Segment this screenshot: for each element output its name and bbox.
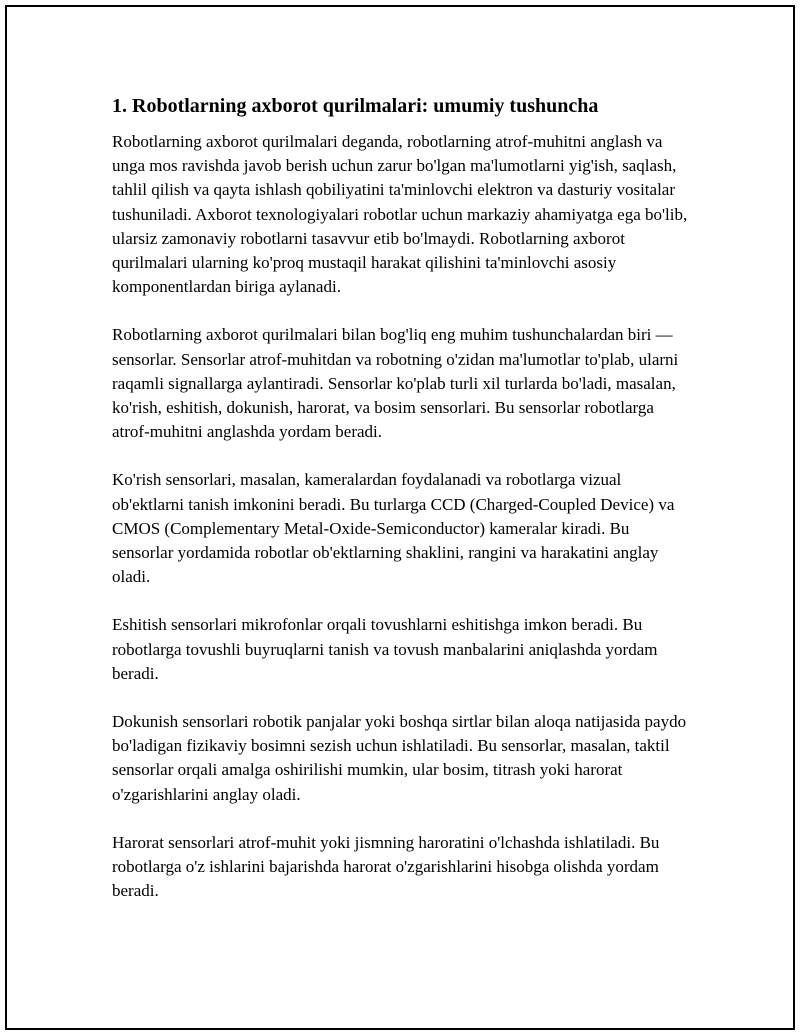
paragraph-touch-sensors: Dokunish sensorlari robotik panjalar yoki boshqa sirtlar bilan aloqa natijasida paydo bo'ladigan fizikaviy bosimni sezish uchun ishlatiladi. Bu sensorlar, masalan, taktil sensorlar orqali amalga oshirilishi mumkin, ular bosim, titrash yoki harorat o'zgarishlarini anglay oladi. [112, 712, 687, 804]
paragraph-definition: Robotlarning axborot qurilmalari deganda, robotlarning atrof-muhitni anglash va unga mos ravishda javob berish uchun zarur bo'lgan ma'lumotlarni yig'ish, saqlash, tahlil qilish va qayta ishlash qobiliyatini ta'minlovchi elektron va dasturiy vositalar tushuniladi. Axborot texnologiyalari robotlar uchun markaziy ahamiyatga ega bo'lib, ularsiz zamonaviy robotlarni tasavvur etib bo'lmaydi. Robotlarning axborot qurilmalari ularning ko'proq mustaqil harakat qilishini ta'minlovchi asosiy komponentlardan biriga aylanadi. [112, 132, 688, 297]
paragraph-sensors: Robotlarning axborot qurilmalari bilan bog'liq eng muhim tushunchalardan biri — sensorlar. Sensorlar atrof-muhitdan va robotning o'zidan ma'lumotlar to'plab, ularni raqamli signallarga aylantiradi. Sensorlar ko'plab turli xil turlarda bo'ladi, masalan, ko'rish, eshitish, dokunish, harorat, va bosim sensorlari. Bu sensorlar robotlarga atrof-muhitni anglashda yordam beradi. [112, 325, 679, 442]
paragraph-hearing-sensors: Eshitish sensorlari mikrofonlar orqali tovushlarni eshitishga imkon beradi. Bu robotlarga tovushli buyruqlarni tanish va tovush manbalarini aniqlashda yordam beradi. [112, 615, 658, 683]
paragraph-vision-sensors: Ko'rish sensorlari, masalan, kameralardan foydalanadi va robotlarga vizual ob'ektlarni tanish imkonini beradi. Bu turlarga CCD (Charged-Coupled Device) va CMOS (Complementary Metal-Oxide-Semiconductor) kameralar kiradi. Bu sensorlar yordamida robotlar ob'ektlarning shaklini, rangini va harakatini anglay oladi. [112, 470, 675, 587]
document-title: 1. Robotlarning axborot qurilmalari: umumiy tushuncha [112, 95, 599, 117]
document-body [112, 93, 692, 927]
paragraph-temperature-sensors: Harorat sensorlari atrof-muhit yoki jismning haroratini o'lchashda ishlatiladi. Bu robotlarga o'z ishlarini bajarishda harorat o'zgarishlarini hisobga olishda yordam beradi. [112, 832, 660, 901]
